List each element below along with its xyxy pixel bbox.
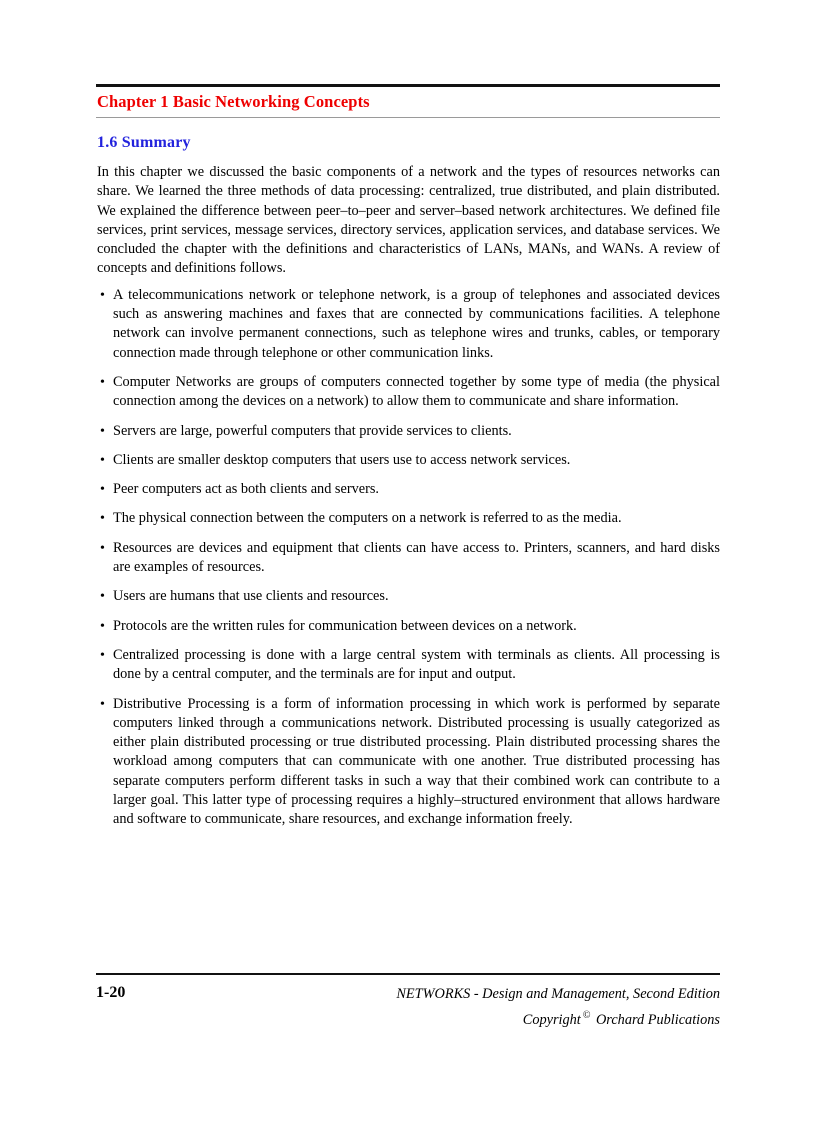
bullet-icon: •: [100, 618, 105, 634]
bullet-icon: •: [100, 511, 105, 527]
footer-credit: [396, 984, 720, 1031]
bullet-icon: •: [100, 647, 105, 663]
list-item: [97, 422, 720, 441]
list-item-text: Protocols are the written rules for communication between devices on a network.: [113, 617, 577, 634]
header-rule-bottom: [96, 117, 720, 118]
list-item: [97, 286, 720, 363]
chapter-title: Chapter 1 Basic Networking Concepts: [97, 92, 370, 111]
footer-copyright: [396, 1005, 720, 1031]
section-heading: 1.6 Summary: [97, 134, 191, 151]
copyright-icon: ©: [582, 1010, 591, 1021]
list-item-text: Resources are devices and equipment that clients can have access to. Printers, scanners, and hard disks are examples of resources.: [113, 539, 720, 576]
footer-book-title: NETWORKS - Design and Management, Second Edition: [396, 986, 720, 1002]
bullet-icon: •: [100, 423, 105, 439]
bullet-icon: •: [100, 374, 105, 390]
running-head: [96, 84, 720, 118]
bullet-icon: •: [100, 589, 105, 605]
bullet-icon: •: [100, 696, 105, 712]
list-item-text: Servers are large, powerful computers that provide services to clients.: [113, 422, 512, 439]
footer-row: [96, 975, 720, 1031]
list-item: [97, 539, 720, 578]
list-item-text: Distributive Processing is a form of information processing in which work is performed by separate computers linked through a communications network. Distributed processing is usually categorized as either plain distributed processing or true distributed processing. Plain distributed processing shares the workload among computers that can communicate with one another. True distributed processing has separate computers perform different tasks in such a way that their combined work can contribute to a larger goal. This latter type of processing requires a highly–structured environment that allows hardware and software to communicate, share resources, and exchange information freely.: [113, 695, 720, 828]
list-item-text: The physical connection between the computers on a network is referred to as the media.: [113, 510, 622, 527]
list-item-text: Centralized processing is done with a large central system with terminals as clients. All processing is done by a central computer, and the terminals are for input and output.: [113, 646, 720, 683]
list-item: [97, 480, 720, 499]
publisher-name: Orchard Publications: [595, 1011, 720, 1028]
intro-paragraph: In this chapter we discussed the basic components of a network and the types of resources networks can share. We learned the three methods of data processing: centralized, true distributed, and plain distributed. We explained the difference between peer–to–peer and server–based network architectures. We defined file services, print services, message services, directory services, application services, and database services. We concluded the chapter with the definitions and characteristics of LANs, MANs, and WANs. A review of concepts and definitions follows.: [97, 164, 720, 277]
bullet-icon: •: [100, 452, 105, 468]
bullet-icon: •: [100, 287, 105, 303]
list-item: [97, 646, 720, 685]
list-item-text: Peer computers act as both clients and servers.: [113, 481, 379, 498]
page-number: 1-20: [96, 984, 126, 1001]
list-item: [97, 617, 720, 636]
list-item-text: Clients are smaller desktop computers that users use to access network services.: [113, 451, 571, 468]
page-footer: [96, 973, 720, 1031]
list-item: [97, 509, 720, 528]
list-item-text: A telecommunications network or telephone network, is a group of telephones and associated devices such as answering machines and faxes that are connected by communications facilities. A telephone network can involve permanent connections, such as telephone wires and trunks, cables, or temporary connection made through telephone or other communication links.: [113, 286, 720, 361]
list-item: [97, 373, 720, 412]
list-item-text: Users are humans that use clients and resources.: [113, 588, 389, 605]
list-item-text: Computer Networks are groups of computers connected together by some type of media (the physical connection among the devices on a network) to allow them to communicate and share information.: [113, 373, 720, 410]
page-body: [97, 163, 720, 830]
copyright-word: Copyright: [522, 1011, 581, 1028]
bullet-icon: •: [100, 482, 105, 498]
bullet-icon: •: [100, 540, 105, 556]
summary-bullet-list: [97, 286, 720, 830]
list-item: [97, 695, 720, 830]
list-item: [97, 587, 720, 606]
list-item: [97, 451, 720, 470]
